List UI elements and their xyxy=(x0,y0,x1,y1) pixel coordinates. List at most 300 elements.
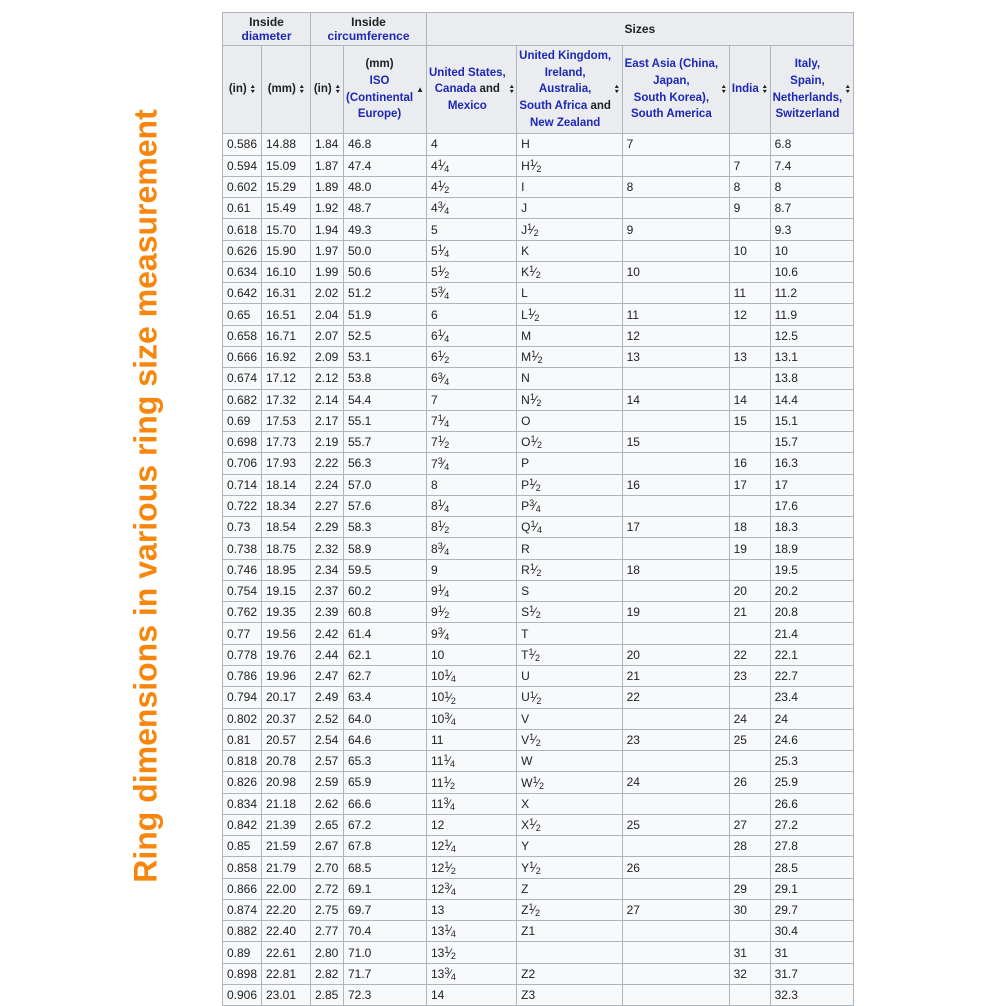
cell: 16.51 xyxy=(262,304,311,325)
cell: 60.2 xyxy=(344,580,427,601)
table-row xyxy=(223,559,854,580)
cell: 6.8 xyxy=(770,134,853,155)
cell xyxy=(622,368,729,389)
cell: 0.826 xyxy=(223,772,262,793)
cell: 0.802 xyxy=(223,708,262,729)
cell: 46.8 xyxy=(344,134,427,155)
cell: 24.6 xyxy=(770,729,853,750)
fraction: $^1⁄_2$ xyxy=(529,817,541,833)
cell xyxy=(622,453,729,474)
col-header-italy-spain-netherlands-switzerland[interactable] xyxy=(770,46,853,134)
cell: 31 xyxy=(729,942,770,963)
cell: 2.67 xyxy=(311,836,344,857)
cell: $Y^1⁄_2$ xyxy=(517,857,622,878)
cell: 18 xyxy=(729,517,770,538)
cell: 18.14 xyxy=(262,474,311,495)
header-label: and xyxy=(476,83,500,96)
cell: $9^3⁄_4$ xyxy=(427,623,517,644)
cell: 17.73 xyxy=(262,432,311,453)
cell: 0.634 xyxy=(223,261,262,282)
cell: 0.682 xyxy=(223,389,262,410)
cell: 2.70 xyxy=(311,857,344,878)
cell: 11 xyxy=(622,304,729,325)
cell: 0.85 xyxy=(223,836,262,857)
header-label: (in) xyxy=(228,83,247,96)
table-row xyxy=(223,347,854,368)
cell: $12^1⁄_2$ xyxy=(427,857,517,878)
header-link[interactable]: United Kingdom, xyxy=(519,50,612,62)
cell: 2.54 xyxy=(311,729,344,750)
cell: 19 xyxy=(622,602,729,623)
cell: 27 xyxy=(622,899,729,920)
header-link[interactable]: South America xyxy=(630,108,712,121)
cell: $4^1⁄_2$ xyxy=(427,176,517,197)
table-row xyxy=(223,176,854,197)
cell xyxy=(622,984,729,1005)
cell: 2.14 xyxy=(311,389,344,410)
cell: 24 xyxy=(729,708,770,729)
sort-icon[interactable]: ▲ ▼ xyxy=(844,84,852,95)
fraction: $^1⁄_2$ xyxy=(437,179,449,195)
table-row xyxy=(223,410,854,431)
fraction: $^1⁄_2$ xyxy=(530,434,542,451)
cell: $L^1⁄_2$ xyxy=(517,304,622,325)
table-row xyxy=(223,219,854,240)
cell: 0.658 xyxy=(223,325,262,346)
cell: 67.8 xyxy=(344,836,427,857)
cell: $9^1⁄_2$ xyxy=(427,602,517,623)
cell: 23.4 xyxy=(770,687,853,708)
cell: T xyxy=(517,623,622,644)
cell: 29.7 xyxy=(770,899,853,920)
cell: 10.6 xyxy=(770,261,853,282)
cell: 20.2 xyxy=(770,580,853,601)
sort-icon[interactable]: ▲ ▼ xyxy=(334,84,341,95)
sort-icon[interactable]: ▲ ▼ xyxy=(720,84,728,95)
cell: 13 xyxy=(622,347,729,368)
cell: 13.1 xyxy=(770,347,853,368)
table-row xyxy=(223,729,854,750)
header-label: Inside xyxy=(249,15,284,29)
cell: $U^1⁄_2$ xyxy=(517,687,622,708)
table-row xyxy=(223,899,854,920)
cell: 63.4 xyxy=(344,687,427,708)
cell xyxy=(622,198,729,219)
cell: 15.70 xyxy=(262,219,311,240)
cell: 32 xyxy=(729,963,770,984)
header-link[interactable]: diameter xyxy=(241,29,292,43)
cell: $W^1⁄_2$ xyxy=(517,772,622,793)
cell: 2.49 xyxy=(311,687,344,708)
cell xyxy=(729,793,770,814)
header-link[interactable]: Spain, xyxy=(790,75,825,87)
cell xyxy=(729,368,770,389)
cell: $P^3⁄_4$ xyxy=(517,495,622,516)
group-header-inside-circumference xyxy=(311,13,427,46)
table-row xyxy=(223,772,854,793)
header-link[interactable]: ISO xyxy=(369,75,390,87)
cell: 13.8 xyxy=(770,368,853,389)
cell xyxy=(729,857,770,878)
col-header-east-asia-south-america[interactable] xyxy=(622,46,729,134)
cell: 31 xyxy=(770,942,853,963)
cell: 16.71 xyxy=(262,325,311,346)
cell: 19.96 xyxy=(262,666,311,687)
sort-ascending-icon[interactable]: ▲ xyxy=(416,85,424,95)
cell: 17 xyxy=(729,474,770,495)
cell: 7 xyxy=(622,134,729,155)
cell: 2.62 xyxy=(311,793,344,814)
cell: 18.9 xyxy=(770,538,853,559)
cell: 21 xyxy=(622,666,729,687)
cell: $Q^1⁄_4$ xyxy=(517,517,622,538)
cell: 0.834 xyxy=(223,793,262,814)
cell: 16 xyxy=(729,453,770,474)
cell: 22.00 xyxy=(262,878,311,899)
table-row xyxy=(223,942,854,963)
group-header-inside-diameter xyxy=(223,13,311,46)
header-link[interactable]: Canada xyxy=(434,83,477,96)
cell: 8 xyxy=(622,176,729,197)
cell: 23 xyxy=(622,729,729,750)
col-header-uk-ireland-australia-southafrica-newzealand[interactable] xyxy=(517,46,622,134)
cell: 11 xyxy=(729,283,770,304)
col-header-inside-circumference-in[interactable] xyxy=(311,46,344,134)
cell: 16.31 xyxy=(262,283,311,304)
cell: $11^3⁄_4$ xyxy=(427,793,517,814)
col-header-india[interactable] xyxy=(729,46,770,134)
cell xyxy=(729,325,770,346)
header-label: (in) xyxy=(313,83,332,96)
cell: 68.5 xyxy=(344,857,427,878)
header-link[interactable]: South Africa xyxy=(519,100,588,113)
cell: 18.75 xyxy=(262,538,311,559)
cell: 23 xyxy=(729,666,770,687)
cell: 2.47 xyxy=(311,666,344,687)
col-header-inside-diameter-mm[interactable] xyxy=(262,46,311,134)
cell xyxy=(622,410,729,431)
cell xyxy=(622,921,729,942)
cell: Z xyxy=(517,878,622,899)
header-link[interactable]: New Zealand xyxy=(529,116,601,129)
fraction: $^1⁄_4$ xyxy=(437,498,449,514)
cell: 27.8 xyxy=(770,836,853,857)
cell: 18.34 xyxy=(262,495,311,516)
cell xyxy=(729,559,770,580)
cell: $N^1⁄_2$ xyxy=(517,389,622,410)
cell: 20 xyxy=(622,644,729,665)
table-row xyxy=(223,304,854,325)
cell xyxy=(622,240,729,261)
col-header-label xyxy=(519,48,611,131)
cell: 2.17 xyxy=(311,410,344,431)
cell: 15.49 xyxy=(262,198,311,219)
header-link[interactable]: Australia, xyxy=(538,83,592,96)
cell: 0.754 xyxy=(223,580,262,601)
cell: $13^3⁄_4$ xyxy=(427,963,517,984)
cell: $6^1⁄_2$ xyxy=(427,347,517,368)
header-link[interactable]: India xyxy=(731,83,759,96)
cell: $7^1⁄_4$ xyxy=(427,410,517,431)
cell: 7 xyxy=(729,155,770,176)
fraction: $^1⁄_2$ xyxy=(528,902,540,918)
table-row xyxy=(223,687,854,708)
table-row xyxy=(223,134,854,155)
cell: 1.84 xyxy=(311,134,344,155)
header-link[interactable]: Mexico xyxy=(447,100,487,113)
col-header-united-states-canada-mexico[interactable] xyxy=(427,46,517,134)
cell: 59.5 xyxy=(344,559,427,580)
sort-icon[interactable]: ▲ ▼ xyxy=(249,84,256,95)
fraction: $^3⁄_4$ xyxy=(444,880,456,897)
header-label: (mm) xyxy=(365,58,394,71)
header-link[interactable]: Italy, xyxy=(794,58,821,71)
sort-icon[interactable]: ▲ ▼ xyxy=(613,84,621,95)
sort-icon[interactable]: ▲ ▼ xyxy=(508,84,515,95)
fraction: $^1⁄_4$ xyxy=(437,413,449,429)
cell: 20.57 xyxy=(262,729,311,750)
cell: 16.92 xyxy=(262,347,311,368)
cell: 0.626 xyxy=(223,240,262,261)
cell: $Z^1⁄_2$ xyxy=(517,899,622,920)
table-row xyxy=(223,963,854,984)
cell: 55.7 xyxy=(344,432,427,453)
cell: 15 xyxy=(729,410,770,431)
table-row xyxy=(223,155,854,176)
cell: 24 xyxy=(770,708,853,729)
table-row xyxy=(223,623,854,644)
cell: Z3 xyxy=(517,984,622,1005)
col-header-label xyxy=(625,56,719,123)
sort-icon[interactable]: ▲ ▼ xyxy=(298,84,305,95)
cell: 17.6 xyxy=(770,495,853,516)
table-row xyxy=(223,984,854,1005)
header-link[interactable]: Europe) xyxy=(357,108,402,121)
cell: 19.15 xyxy=(262,580,311,601)
cell: 0.65 xyxy=(223,304,262,325)
cell: 16.10 xyxy=(262,261,311,282)
cell: 14 xyxy=(729,389,770,410)
cell: $O^1⁄_2$ xyxy=(517,432,622,453)
table-row xyxy=(223,580,854,601)
fraction: $^1⁄_2$ xyxy=(444,859,456,876)
cell: 2.07 xyxy=(311,325,344,346)
cell: 0.738 xyxy=(223,538,262,559)
cell: 57.0 xyxy=(344,474,427,495)
cell: 2.19 xyxy=(311,432,344,453)
cell: 8 xyxy=(729,176,770,197)
cell: $4^1⁄_4$ xyxy=(427,155,517,176)
cell: 0.786 xyxy=(223,666,262,687)
cell: 53.8 xyxy=(344,368,427,389)
fraction: $^3⁄_4$ xyxy=(437,540,449,557)
cell: 71.7 xyxy=(344,963,427,984)
fraction: $^1⁄_2$ xyxy=(529,264,541,280)
cell: $10^1⁄_2$ xyxy=(427,687,517,708)
cell: 15.90 xyxy=(262,240,311,261)
cell: $R^1⁄_2$ xyxy=(517,559,622,580)
cell: 64.6 xyxy=(344,729,427,750)
cell: 0.762 xyxy=(223,602,262,623)
cell: 0.722 xyxy=(223,495,262,516)
cell: 20.8 xyxy=(770,602,853,623)
cell: 16 xyxy=(622,474,729,495)
cell: 8 xyxy=(770,176,853,197)
cell: 19 xyxy=(729,538,770,559)
cell: 17.93 xyxy=(262,453,311,474)
cell: 21.18 xyxy=(262,793,311,814)
cell: 55.1 xyxy=(344,410,427,431)
header-link[interactable]: Switzerland xyxy=(775,108,840,121)
fraction: $^3⁄_4$ xyxy=(444,965,456,982)
cell: 50.6 xyxy=(344,261,427,282)
cell: 54.4 xyxy=(344,389,427,410)
cell: 0.906 xyxy=(223,984,262,1005)
cell: 0.882 xyxy=(223,921,262,942)
col-header-inside-circumference-mm-iso[interactable] xyxy=(344,46,427,134)
cell: 28 xyxy=(729,836,770,857)
cell: M xyxy=(517,325,622,346)
cell: K xyxy=(517,240,622,261)
cell xyxy=(729,687,770,708)
cell: 2.27 xyxy=(311,495,344,516)
col-header-label xyxy=(268,81,296,98)
cell: 20 xyxy=(729,580,770,601)
cell: I xyxy=(517,176,622,197)
cell: 2.37 xyxy=(311,580,344,601)
cell: 1.87 xyxy=(311,155,344,176)
fraction: $^1⁄_2$ xyxy=(443,774,455,791)
fraction: $^1⁄_2$ xyxy=(529,689,541,706)
cell: 0.858 xyxy=(223,857,262,878)
cell: 27.2 xyxy=(770,814,853,835)
cell: 0.89 xyxy=(223,942,262,963)
table-row xyxy=(223,495,854,516)
fraction: $^1⁄_4$ xyxy=(530,519,542,536)
cell: $10^1⁄_4$ xyxy=(427,666,517,687)
cell: $S^1⁄_2$ xyxy=(517,602,622,623)
cell: $J^1⁄_2$ xyxy=(517,219,622,240)
cell: 22.61 xyxy=(262,942,311,963)
cell: 0.818 xyxy=(223,751,262,772)
table-row xyxy=(223,666,854,687)
cell: 1.99 xyxy=(311,261,344,282)
cell: 15.09 xyxy=(262,155,311,176)
table-row xyxy=(223,836,854,857)
cell: 7 xyxy=(427,389,517,410)
cell: 25 xyxy=(622,814,729,835)
cell: $8^3⁄_4$ xyxy=(427,538,517,559)
header-link[interactable]: Netherlands, xyxy=(772,91,843,104)
fraction: $^3⁄_4$ xyxy=(437,455,449,472)
cell: $5^1⁄_2$ xyxy=(427,261,517,282)
cell xyxy=(622,836,729,857)
cell: $8^1⁄_2$ xyxy=(427,517,517,538)
cell: 56.3 xyxy=(344,453,427,474)
fraction: $^1⁄_4$ xyxy=(443,753,455,770)
header-link[interactable]: South Korea), xyxy=(633,91,710,104)
header-link[interactable]: Ireland, xyxy=(544,66,586,79)
cell: 14 xyxy=(427,984,517,1005)
cell: $5^1⁄_4$ xyxy=(427,240,517,261)
cell: 25.3 xyxy=(770,751,853,772)
sort-icon[interactable]: ▲ ▼ xyxy=(761,84,768,95)
cell xyxy=(729,134,770,155)
table-row xyxy=(223,261,854,282)
fraction: $^1⁄_4$ xyxy=(437,242,449,259)
cell: 0.642 xyxy=(223,283,262,304)
cell: 21.4 xyxy=(770,623,853,644)
cell: $8^1⁄_4$ xyxy=(427,495,517,516)
cell: 25.9 xyxy=(770,772,853,793)
cell xyxy=(729,921,770,942)
table-row xyxy=(223,644,854,665)
cell: 0.746 xyxy=(223,559,262,580)
cell: Y xyxy=(517,836,622,857)
cell: $9^1⁄_4$ xyxy=(427,580,517,601)
fraction: $^1⁄_2$ xyxy=(437,264,449,280)
header-link[interactable]: Japan, xyxy=(653,75,690,87)
cell: 9 xyxy=(427,559,517,580)
fraction: $^1⁄_2$ xyxy=(527,306,539,323)
cell xyxy=(622,942,729,963)
cell: 31.7 xyxy=(770,963,853,984)
fraction: $^3⁄_4$ xyxy=(437,370,449,387)
cell: $P^1⁄_2$ xyxy=(517,474,622,495)
cell: 0.778 xyxy=(223,644,262,665)
header-link[interactable]: East Asia (China, xyxy=(624,58,719,71)
cell: 2.12 xyxy=(311,368,344,389)
cell: 20.78 xyxy=(262,751,311,772)
col-header-label xyxy=(429,65,506,115)
cell: 29 xyxy=(729,878,770,899)
table-row xyxy=(223,793,854,814)
cell: 2.44 xyxy=(311,644,344,665)
cell: 62.7 xyxy=(344,666,427,687)
cell: 17 xyxy=(770,474,853,495)
cell: 62.1 xyxy=(344,644,427,665)
table-row xyxy=(223,517,854,538)
header-label: (mm) xyxy=(267,83,296,96)
cell: 60.8 xyxy=(344,602,427,623)
cell: $4^3⁄_4$ xyxy=(427,198,517,219)
cell: H xyxy=(517,134,622,155)
cell: $7^3⁄_4$ xyxy=(427,453,517,474)
col-header-label xyxy=(346,56,413,123)
cell: 48.7 xyxy=(344,198,427,219)
fraction: $^3⁄_4$ xyxy=(444,710,456,727)
cell: 14.4 xyxy=(770,389,853,410)
header-link[interactable]: (Continental xyxy=(346,91,414,104)
cell: $K^1⁄_2$ xyxy=(517,261,622,282)
cell: 22.20 xyxy=(262,899,311,920)
cell: 19.35 xyxy=(262,602,311,623)
cell: 2.65 xyxy=(311,814,344,835)
fraction: $^1⁄_2$ xyxy=(444,689,456,706)
cell: 1.92 xyxy=(311,198,344,219)
cell: 18 xyxy=(622,559,729,580)
header-link[interactable]: circumference xyxy=(327,29,410,43)
cell: 2.04 xyxy=(311,304,344,325)
header-link[interactable]: United States, xyxy=(429,66,506,79)
col-header-inside-diameter-in[interactable] xyxy=(223,46,262,134)
cell: 0.842 xyxy=(223,814,262,835)
cell: 10 xyxy=(729,240,770,261)
cell: 21 xyxy=(729,602,770,623)
cell: 48.0 xyxy=(344,176,427,197)
cell: 21.59 xyxy=(262,836,311,857)
table-row xyxy=(223,857,854,878)
